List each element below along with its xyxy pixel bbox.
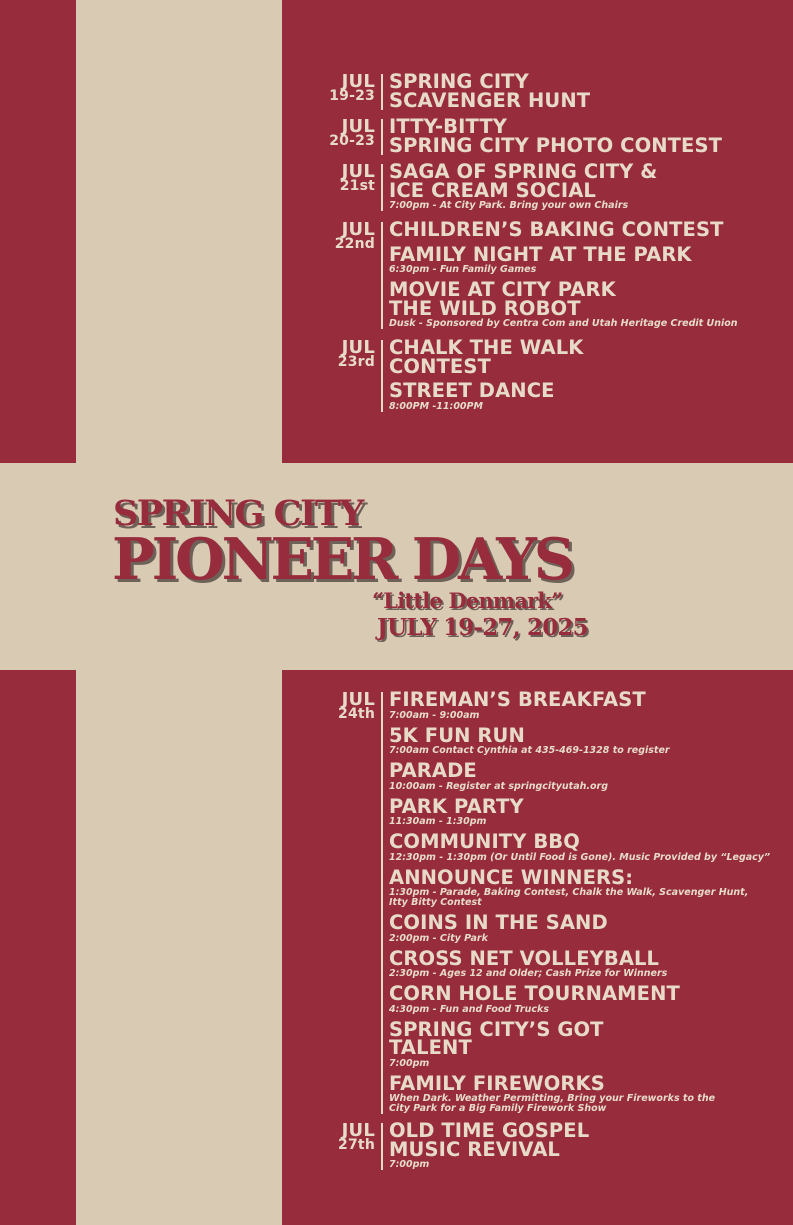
event-detail: 7:00am Contact Cynthia at 435-469-1328 to register [389,745,670,756]
day-divider [381,1123,383,1170]
schedule-day [320,336,775,412]
day-number: 27th [338,1137,375,1154]
event-title: OLD TIME GOSPEL MUSIC REVIVAL [389,1119,590,1161]
title-line1: SPRING CITY [113,493,363,534]
event-title: COMMUNITY BBQ [389,830,580,853]
day-divider [381,222,383,329]
event [389,759,775,792]
event-list [389,336,775,412]
bottom-schedule [320,688,775,1170]
event [389,723,775,757]
event [389,1119,775,1170]
event-title: FAMILY FIREWORKS [389,1071,605,1095]
day-month: JUL [341,219,375,240]
title-dates: JULY 19-27, 2025 [377,614,588,641]
schedule-day [320,70,775,112]
event-detail: 2:30pm - Ages 12 and Older; Cash Prize for Winners [389,968,668,979]
event-detail: 1:30pm - Parade, Baking Contest, Chalk the Walk, Scavenger Hunt, Itty Bitty Contest [389,887,749,908]
event [389,379,775,412]
event-title: FIREMAN’S BREAKFAST [389,688,646,711]
day-date [320,73,375,110]
event-title: COINS IN THE SAND [389,911,608,934]
event-list [389,218,775,329]
day-date [320,163,375,211]
event-detail: 6:30pm - Fun Family Games [389,264,537,275]
day-number: 24th [338,706,375,723]
day-number: 23rd [337,354,375,371]
event-detail: When Dark. Weather Permitting, Bring your Fireworks to the City Park for a Big Family Firework Show [389,1093,716,1114]
top-schedule [320,70,775,412]
event-detail: 10:00am - Register at springcityutah.org [389,780,609,792]
event-list [389,160,775,211]
event-detail: 7:00am - 9:00am [389,709,480,721]
day-number: 19-23 [329,88,375,105]
event-list [389,70,775,112]
event-title: 5K FUN RUN [389,723,525,747]
event-detail: 8:00PM -11:00PM [389,400,483,412]
event-list [389,115,775,157]
red-panel-top-left [0,0,76,463]
event-detail: Dusk - Sponsored by Centra Com and Utah Heritage Credit Union [389,318,738,329]
event [389,911,775,944]
event-title: CHILDREN’S BAKING CONTEST [389,218,724,241]
event-title: STREET DANCE [389,379,555,402]
day-month: JUL [341,1120,375,1141]
event [389,1017,775,1069]
title-subtitle: “Little Denmark” [372,588,563,613]
schedule-day [320,688,775,1114]
day-date [320,221,375,329]
day-month: JUL [341,161,375,182]
event [389,160,775,211]
event [389,946,775,980]
day-number: 20-23 [329,133,375,150]
day-date [320,118,375,155]
day-date [320,691,375,1114]
day-month: JUL [341,337,375,358]
event-title: CORN HOLE TOURNAMENT [389,982,680,1005]
day-divider [381,74,383,110]
event [389,865,775,909]
schedule-day [320,1119,775,1170]
event-title: CHALK THE WALK CONTEST [389,336,584,378]
event-list [389,688,775,1114]
event-detail: 7:00pm [389,1159,430,1170]
event-title: ITTY-BITTY SPRING CITY PHOTO CONTEST [389,115,723,157]
event-title: CROSS NET VOLLEYBALL [389,946,660,970]
day-month: JUL [341,116,375,137]
event-title: SAGA OF SPRING CITY & ICE CREAM SOCIAL [389,160,658,202]
day-divider [381,164,383,211]
event-title: MOVIE AT CITY PARK THE WILD ROBOT [389,278,616,320]
event-detail: 2:00pm - City Park [389,932,488,944]
event-title: PARADE [389,759,477,782]
event [389,70,775,112]
event-title: SPRING CITY’S GOT TALENT [389,1017,604,1059]
schedule-day [320,160,775,211]
event-list [389,1119,775,1170]
event-detail: 4:30pm - Fun and Food Trucks [389,1003,549,1015]
event-detail: 12:30pm - 1:30pm (Or Until Food is Gone). Music Provided by “Legacy” [389,851,771,863]
day-number: 21st [339,178,375,195]
schedule-day [320,218,775,329]
event [389,794,775,828]
event [389,688,775,721]
event [389,218,775,241]
day-divider [381,119,383,155]
event [389,830,775,863]
event [389,982,775,1015]
day-month: JUL [341,689,375,710]
event-title: ANNOUNCE WINNERS: [389,865,634,889]
event-detail: 11:30am - 1:30pm [389,816,487,827]
event-detail: 7:00pm [389,1057,430,1069]
title-line2: PIONEER DAYS [112,526,572,593]
event [389,336,775,378]
event-title: SPRING CITY SCAVENGER HUNT [389,70,591,112]
event-detail: 7:00pm - At City Park. Bring your own Chairs [389,200,629,211]
day-date [320,339,375,412]
day-number: 22nd [334,236,375,253]
red-panel-bottom-left [0,670,76,1225]
event [389,1071,775,1115]
event [389,115,775,157]
event-title: FAMILY NIGHT AT THE PARK [389,242,692,266]
day-divider [381,340,383,412]
day-month: JUL [341,71,375,92]
schedule-day [320,115,775,157]
day-date [320,1122,375,1170]
event-title: PARK PARTY [389,794,524,818]
event [389,278,775,329]
day-divider [381,692,383,1114]
event [389,242,775,276]
